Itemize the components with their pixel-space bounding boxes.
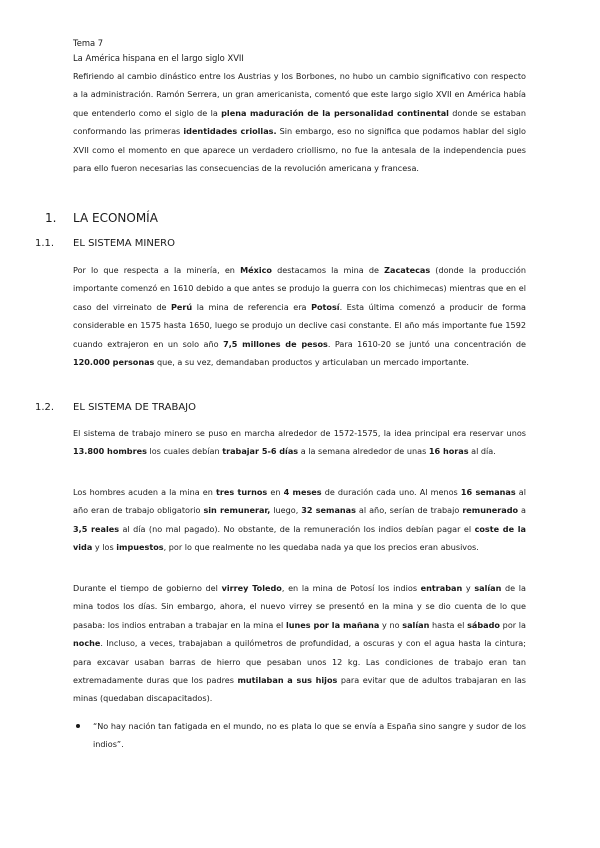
bold-text: Potosí bbox=[311, 301, 340, 312]
mining-paragraph bbox=[73, 261, 526, 371]
text-run: y bbox=[462, 583, 475, 593]
subsection-number: 1.1. bbox=[35, 238, 55, 249]
text-run: hasta el bbox=[429, 619, 468, 630]
bold-text: remunerado bbox=[462, 505, 519, 516]
text-run: de duración cada uno. Al menos bbox=[321, 487, 461, 497]
text-run: que, a su vez, demandaban productos y articulaban un mercado importante. bbox=[154, 357, 469, 368]
bold-text: entraban bbox=[420, 583, 463, 593]
text-run: al día. bbox=[468, 446, 496, 457]
text-run: , por lo que realmente no les quedaba nada ya que los precios eran abusivos. bbox=[163, 542, 479, 553]
bold-text: lunes por la mañana bbox=[285, 619, 380, 630]
text-run: donde se estaban conformando las primeras bbox=[73, 107, 526, 137]
text-run: y no bbox=[379, 619, 403, 630]
text-run: de la mina todos los días. Sin embargo, ahora, el nuevo virrey se presentó en la mina y se dio cuenta de lo que pasaba: los indios entraban a trabajar en la mina el bbox=[73, 583, 526, 630]
bold-text: plena maduración de la personalidad continental bbox=[221, 107, 449, 118]
bold-text: impuestos bbox=[116, 542, 164, 553]
text-run: destacamos la mina de bbox=[271, 265, 385, 275]
text-run: El sistema de trabajo minero se puso en marcha alrededor de 1572-1575, la idea principal era reservar unos bbox=[73, 428, 526, 438]
bullet-icon bbox=[76, 724, 80, 728]
work-paragraph-2 bbox=[73, 483, 526, 557]
bold-text: 32 semanas bbox=[301, 505, 356, 516]
text-run: por la bbox=[499, 619, 526, 630]
text-run: Durante el tiempo de gobierno del bbox=[73, 583, 222, 593]
work-paragraph-3 bbox=[73, 579, 526, 708]
text-run: “No hay nación tan fatigada en el mundo, no es plata lo que se envía a España sino sangre y sudor de los indios”. bbox=[93, 721, 526, 750]
bold-text: 13.800 hombres bbox=[73, 446, 147, 457]
text-run: . Esta última comenzó a producir de forma considerable en 1575 hasta 1650, luego se produjo un declive casi constante. El año más importante fue 1592 cuando extrajeron en un solo año bbox=[73, 301, 526, 349]
bold-text: sin remunerar, bbox=[203, 505, 271, 516]
bold-text: México bbox=[240, 265, 272, 275]
text-run: los cuales debían bbox=[146, 446, 223, 457]
bold-text: sábado bbox=[467, 619, 500, 630]
text-run: . Incluso, a veces, trabajaban a quilómetros de profundidad, a oscuras y con el agua hasta la cintura; para excavar usaban barras de hierro que pesaban unos 12 kg. Las condiciones de trabajo eran tan extremadamente duras que los padres bbox=[73, 638, 526, 686]
bold-text: Zacatecas bbox=[384, 265, 431, 275]
subsection-title: EL SISTEMA DE TRABAJO bbox=[73, 402, 196, 413]
bold-text: identidades criollas. bbox=[183, 126, 277, 137]
bold-text: tres turnos bbox=[215, 487, 268, 497]
bold-text: 7,5 millones de pesos bbox=[223, 338, 328, 349]
text-run: en bbox=[267, 487, 284, 497]
work-paragraph-1 bbox=[73, 424, 526, 461]
text-run: Refiriendo al cambio dinástico entre los Austrias y los Borbones, no hubo un cambio significativo con respecto a la administración. Ramón Serrera, un gran americanista, comentó que este largo siglo XVII en América había que entenderlo como el siglo de la bbox=[73, 71, 526, 118]
bold-text: mutilaban a sus hijos bbox=[237, 675, 338, 686]
bold-text: virrey Toledo bbox=[221, 583, 282, 593]
intro-paragraph bbox=[73, 67, 526, 177]
bold-text: trabajar 5-6 días bbox=[222, 446, 299, 457]
document-subtitle: La América hispana en el largo siglo XVII bbox=[73, 53, 244, 63]
text-run: al año, serían de trabajo bbox=[355, 505, 463, 516]
text-run: la mina de referencia era bbox=[192, 301, 312, 312]
bold-text: salían bbox=[402, 619, 430, 630]
section-number: 1. bbox=[45, 211, 57, 225]
bold-text: noche bbox=[73, 638, 101, 649]
text-run: luego, bbox=[270, 505, 302, 516]
bold-text: 16 horas bbox=[428, 446, 469, 457]
quote-bullet bbox=[93, 717, 526, 754]
text-run: Por lo que respecta a la minería, en bbox=[73, 265, 241, 275]
text-run: (donde la producción importante comenzó en 1610 debido a que antes se produjo la guerra con los chichimecas) mientras que en el caso del virreinato de bbox=[73, 265, 526, 312]
subsection-number: 1.2. bbox=[35, 402, 55, 413]
bold-text: 4 meses bbox=[283, 487, 322, 497]
text-run: , en la mina de Potosí los indios bbox=[281, 583, 421, 593]
bold-text: coste de la vida bbox=[73, 523, 526, 553]
subsection-title: EL SISTEMA MINERO bbox=[73, 238, 175, 249]
text-run: para evitar que de adultos trabajaran en las minas (quedaban discapacitados). bbox=[73, 675, 526, 704]
text-run: Sin embargo, eso no significa que podamos hablar del siglo XVII como el momento en que aparece un verdadero criollismo, no fue la antesala de la independencia pues para ello fueron necesarias las consecuencias de la revolución americana y francesa. bbox=[73, 126, 526, 174]
text-run: al día (no mal pagado). No obstante, de la remuneración los indios debían pagar el bbox=[119, 523, 475, 534]
section-title: LA ECONOMÍA bbox=[73, 211, 158, 225]
text-run: al año eran de trabajo obligatorio bbox=[73, 487, 527, 516]
bold-text: salían bbox=[474, 583, 502, 593]
text-run: a la semana alrededor de unas bbox=[298, 446, 429, 457]
bold-text: Perú bbox=[171, 301, 193, 312]
text-run: . Para 1610-20 se juntó una concentración de bbox=[327, 338, 526, 349]
text-run: a bbox=[518, 505, 526, 516]
bold-text: 3,5 reales bbox=[73, 523, 120, 534]
text-run: y los bbox=[92, 542, 117, 553]
text-run: Los hombres acuden a la mina en bbox=[73, 487, 216, 497]
topic-label: Tema 7 bbox=[73, 38, 104, 48]
bold-text: 120.000 personas bbox=[73, 357, 155, 368]
bold-text: 16 semanas bbox=[460, 487, 516, 497]
